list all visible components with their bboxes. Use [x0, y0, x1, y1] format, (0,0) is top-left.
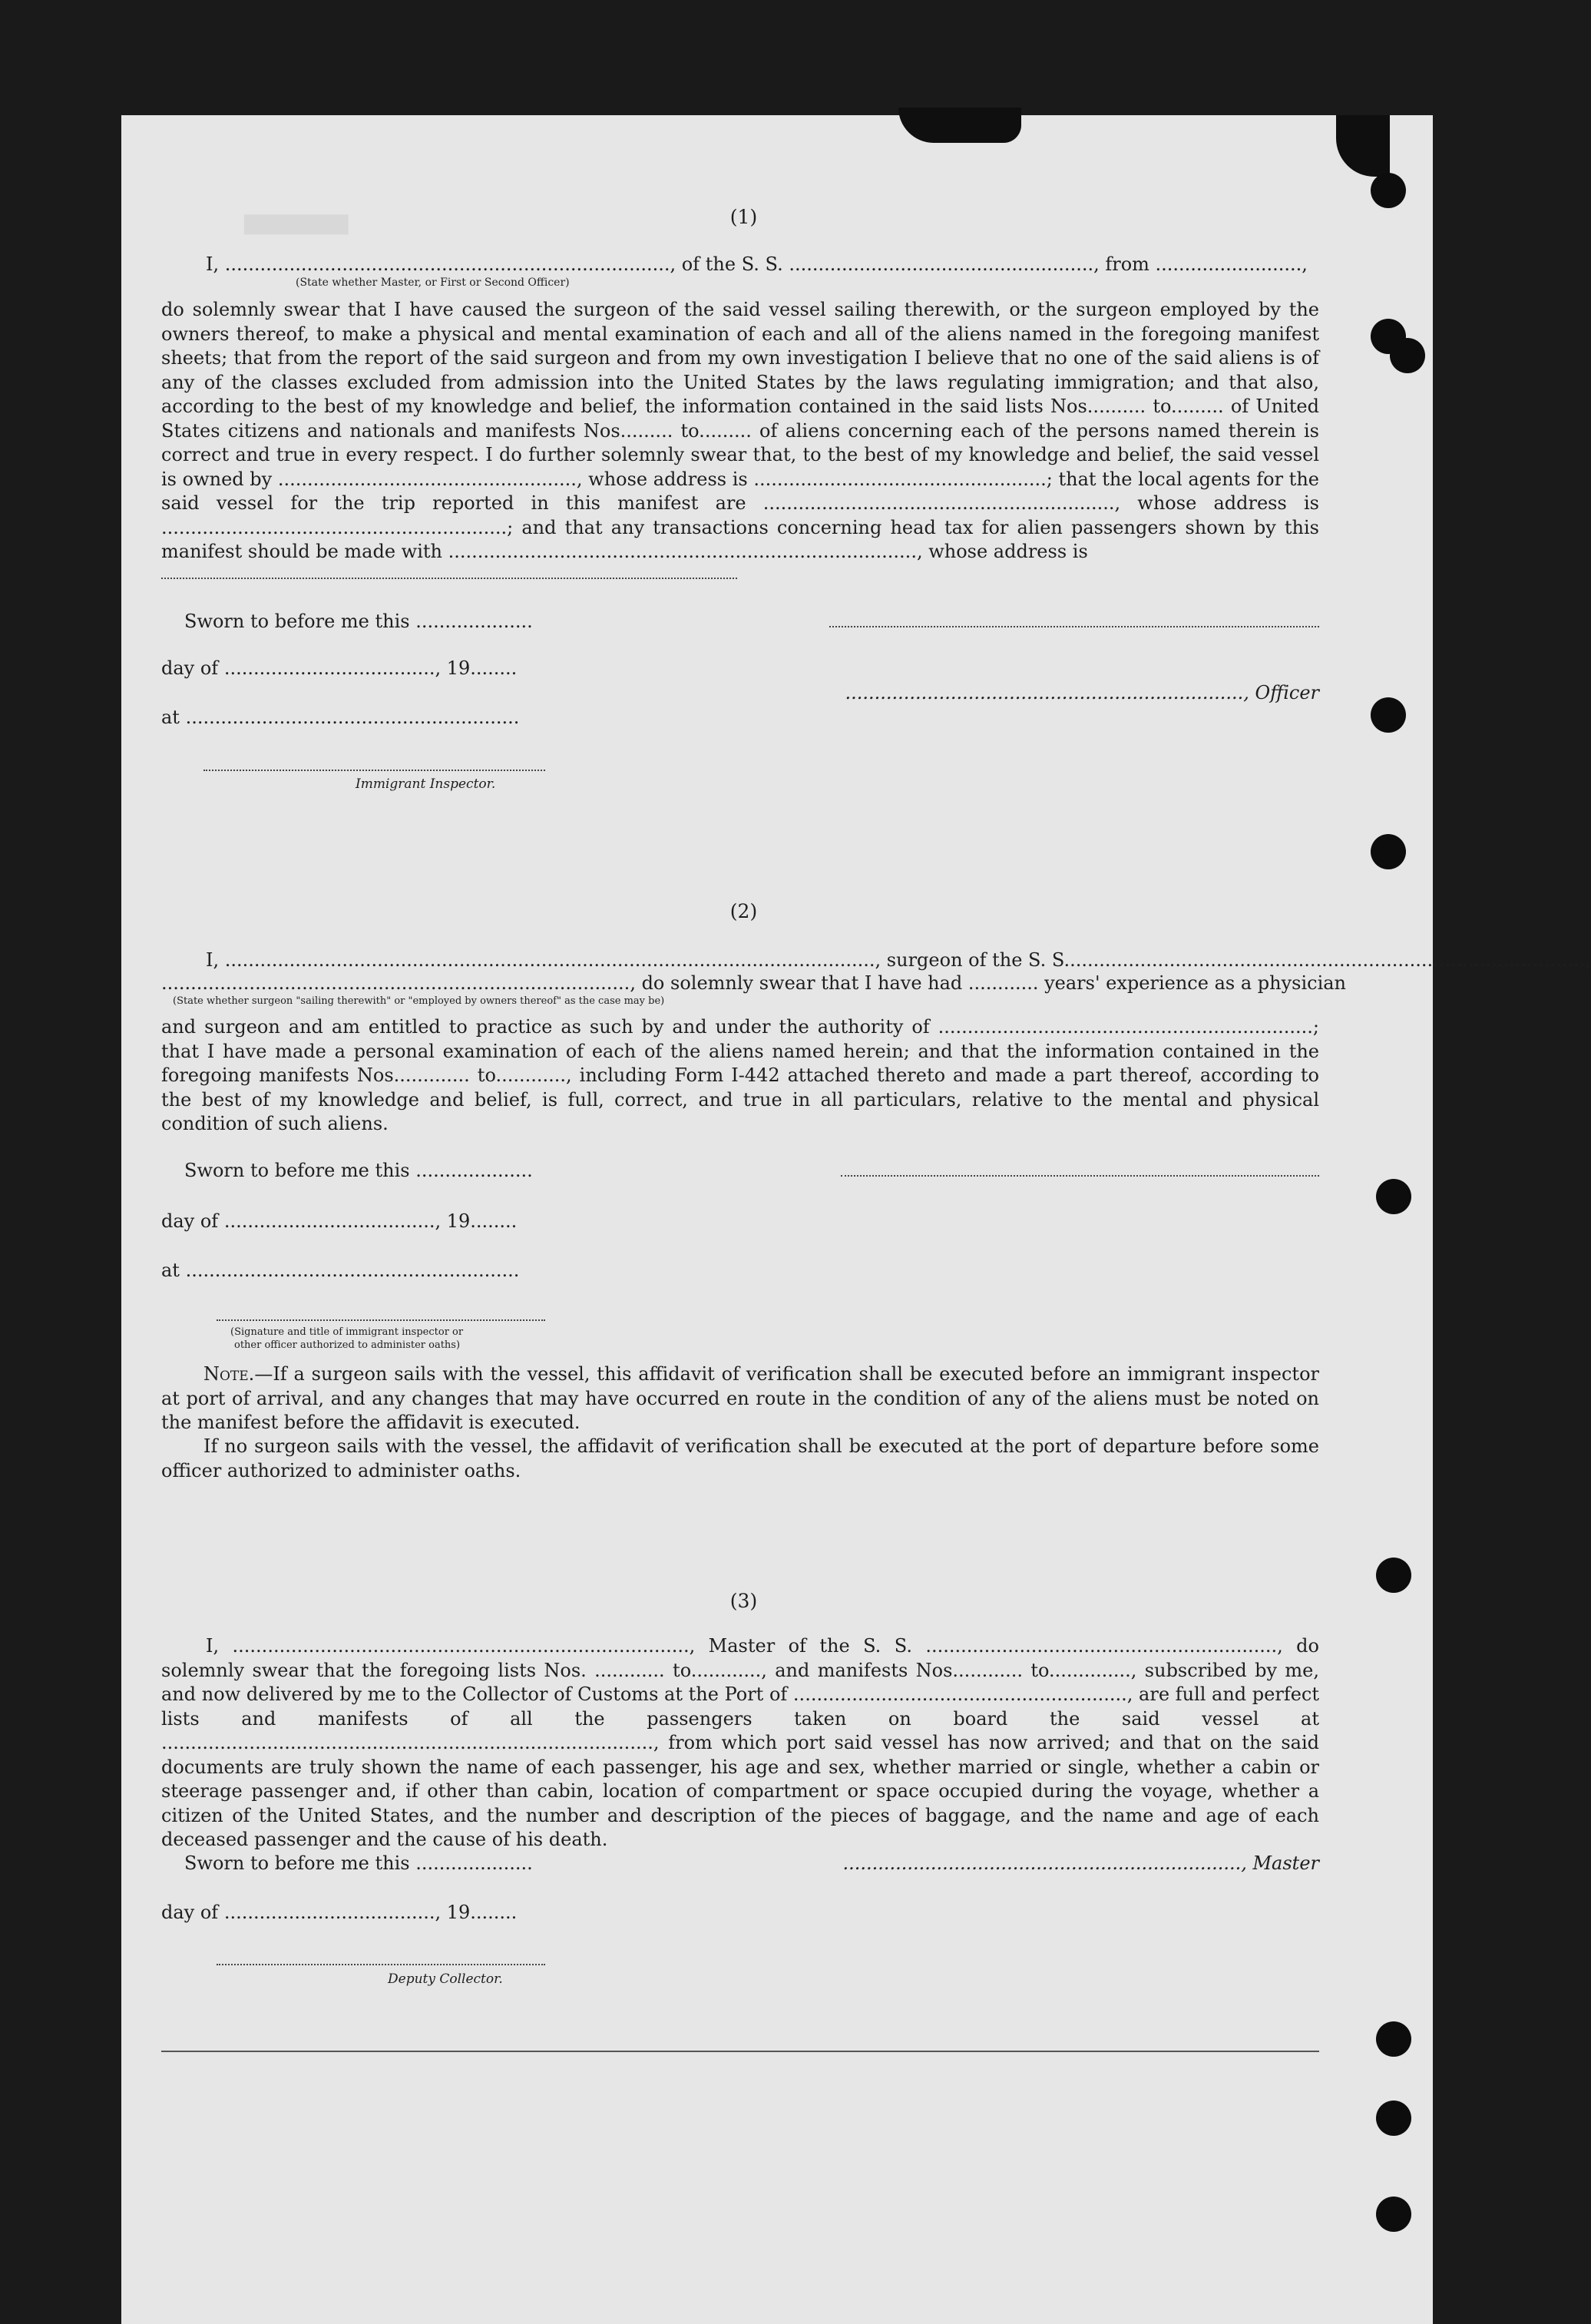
officer-oath-line: I, ............................................................................, of the S. S. ...................................................., from .........................,: [206, 253, 1308, 275]
punch-hole: [1376, 2197, 1411, 2232]
sworn-line: Sworn to before me this ....................: [184, 611, 533, 632]
bottom-rule: [161, 2051, 1319, 2052]
collector-signature-line: [217, 1964, 545, 1965]
at-line: at .........................................................: [161, 707, 520, 728]
day-line: day of ...................................., 19........: [161, 657, 518, 679]
collector-caption: Deputy Collector.: [388, 1971, 503, 1987]
section-2-number: (2): [729, 900, 758, 922]
note-paragraph-2: If no surgeon sails with the vessel, the affidavit of verification shall be executed at the port of departure before some officer authorized to administer oaths.: [161, 1435, 1319, 1481]
master-affidavit-body: I, .............................................................................., Master of the S. S. ............................................................, do solemnly swear that the foregoing lists Nos. ............ to............, and manifests Nos............ to.............., subscribed by me, and now delivered by me to the Collector of Customs at the Port of ........................................................., are full and perfect lists and manifests of all the passengers taken on board the said vessel at ...................................................................................., from which port said vessel has now arrived; and that on the said documents are truly shown the name of each passenger, his age and sex, whether married or single, whether a cabin or steerage passenger and, if other than cabin, location of compartment or space occupied during the voyage, whether a citizen of the United States, and the number and description of the pieces of baggage, and the name and age of each deceased passenger and the cause of his death.: [161, 1635, 1319, 1850]
section-1-number: (1): [729, 206, 758, 228]
inspector-signature-line: [203, 770, 545, 771]
signature-line: [829, 626, 1319, 627]
punch-hole: [1371, 173, 1406, 208]
note-label: Note.: [203, 1363, 255, 1385]
punch-hole: [1376, 2101, 1411, 2136]
punch-hole: [1376, 1558, 1411, 1593]
officer-affidavit-body: do solemnly swear that I have caused the surgeon of the said vessel sailing therewith, or the surgeon employed by the owners thereof, to make a physical and mental examination of each and all of the aliens named in the foregoing manifest sheets; that from the report of the said surgeon and from my own investigation I believe that no one of the said aliens is of any of the classes excluded from admission into the United States by the laws regulating immigration; and that also, according to the best of my knowledge and belief, the information contained in the said lists Nos.......... to......... of United States citizens and nationals and manifests Nos......... to......... of aliens concerning each of the persons named therein is correct and true in every respect. I do further solemnly swear that, to the best of my knowledge and belief, the said vessel is owned by ..................................................., whose address is ..................................................; that the local agents for the said vessel for the trip reported in this manifest are ............................................................, whose address is ...........................................................; and that any transactions concerning head tax for alien passengers shown by this manifest should be made with ................................................................................, whose address is: [161, 299, 1319, 562]
punch-hole: [1371, 834, 1406, 869]
inspector-caption: Immigrant Inspector.: [356, 776, 496, 792]
sworn-line: Sworn to before me this ....................: [184, 1160, 533, 1181]
master-signature: ...................................................................., Master: [842, 1852, 1319, 1874]
surgeon-affidavit-body: and surgeon and am entitled to practice as such by and under the authority of ................................................................; that I have made a personal examination of each of the aliens named herein; and that the information contained in the foregoing manifests Nos............. to............, including Form I-442 attached thereto and made a part thereof, according to the best of my knowledge and belief, is full, correct, and true in all particulars, relative to the mental and physical condition of such aliens.: [161, 1016, 1319, 1134]
signature-caption: (Signature and title of immigrant inspector or: [230, 1326, 464, 1338]
signature-line: [841, 1175, 1319, 1177]
bleed-through-text: ████████: [244, 215, 349, 235]
day-line: day of ...................................., 19........: [161, 1210, 518, 1232]
officer-title-caption: (State whether Master, or First or Second Officer): [296, 276, 570, 289]
section-3-number: (3): [729, 1590, 758, 1612]
at-line: at .........................................................: [161, 1260, 520, 1281]
note-paragraph: [161, 1362, 1319, 1435]
punch-hole: [1390, 338, 1425, 373]
surgeon-oath-line: I, ..............................................................................................................., surgeon of the S. S.........................................................................................,: [206, 949, 1591, 971]
sworn-line: Sworn to before me this ....................: [184, 1852, 533, 1874]
day-line: day of ...................................., 19........: [161, 1902, 518, 1923]
punch-hole: [1371, 697, 1406, 733]
address-line: [161, 578, 737, 579]
signature-caption: other officer authorized to administer oaths): [234, 1339, 461, 1351]
inspector-signature-line: [217, 1319, 545, 1321]
surgeon-caption: (State whether surgeon "sailing therewith" or "employed by owners thereof" as the case may be): [173, 995, 665, 1007]
surgeon-oath-line-2: ................................................................................, do solemnly swear that I have had ............ years' experience as a physician: [161, 972, 1347, 994]
punch-hole: [1376, 1179, 1411, 1214]
note-text: —If a surgeon sails with the vessel, this affidavit of verification shall be executed before an immigrant inspector at port of arrival, and any changes that may have occurred en route in the condition of any of the aliens must be noted on the manifest before the affidavit is executed.: [161, 1363, 1319, 1433]
officer-signature: ...................................................................., Officer: [845, 682, 1319, 703]
torn-corner: [898, 108, 1021, 143]
punch-hole: [1376, 2021, 1411, 2057]
